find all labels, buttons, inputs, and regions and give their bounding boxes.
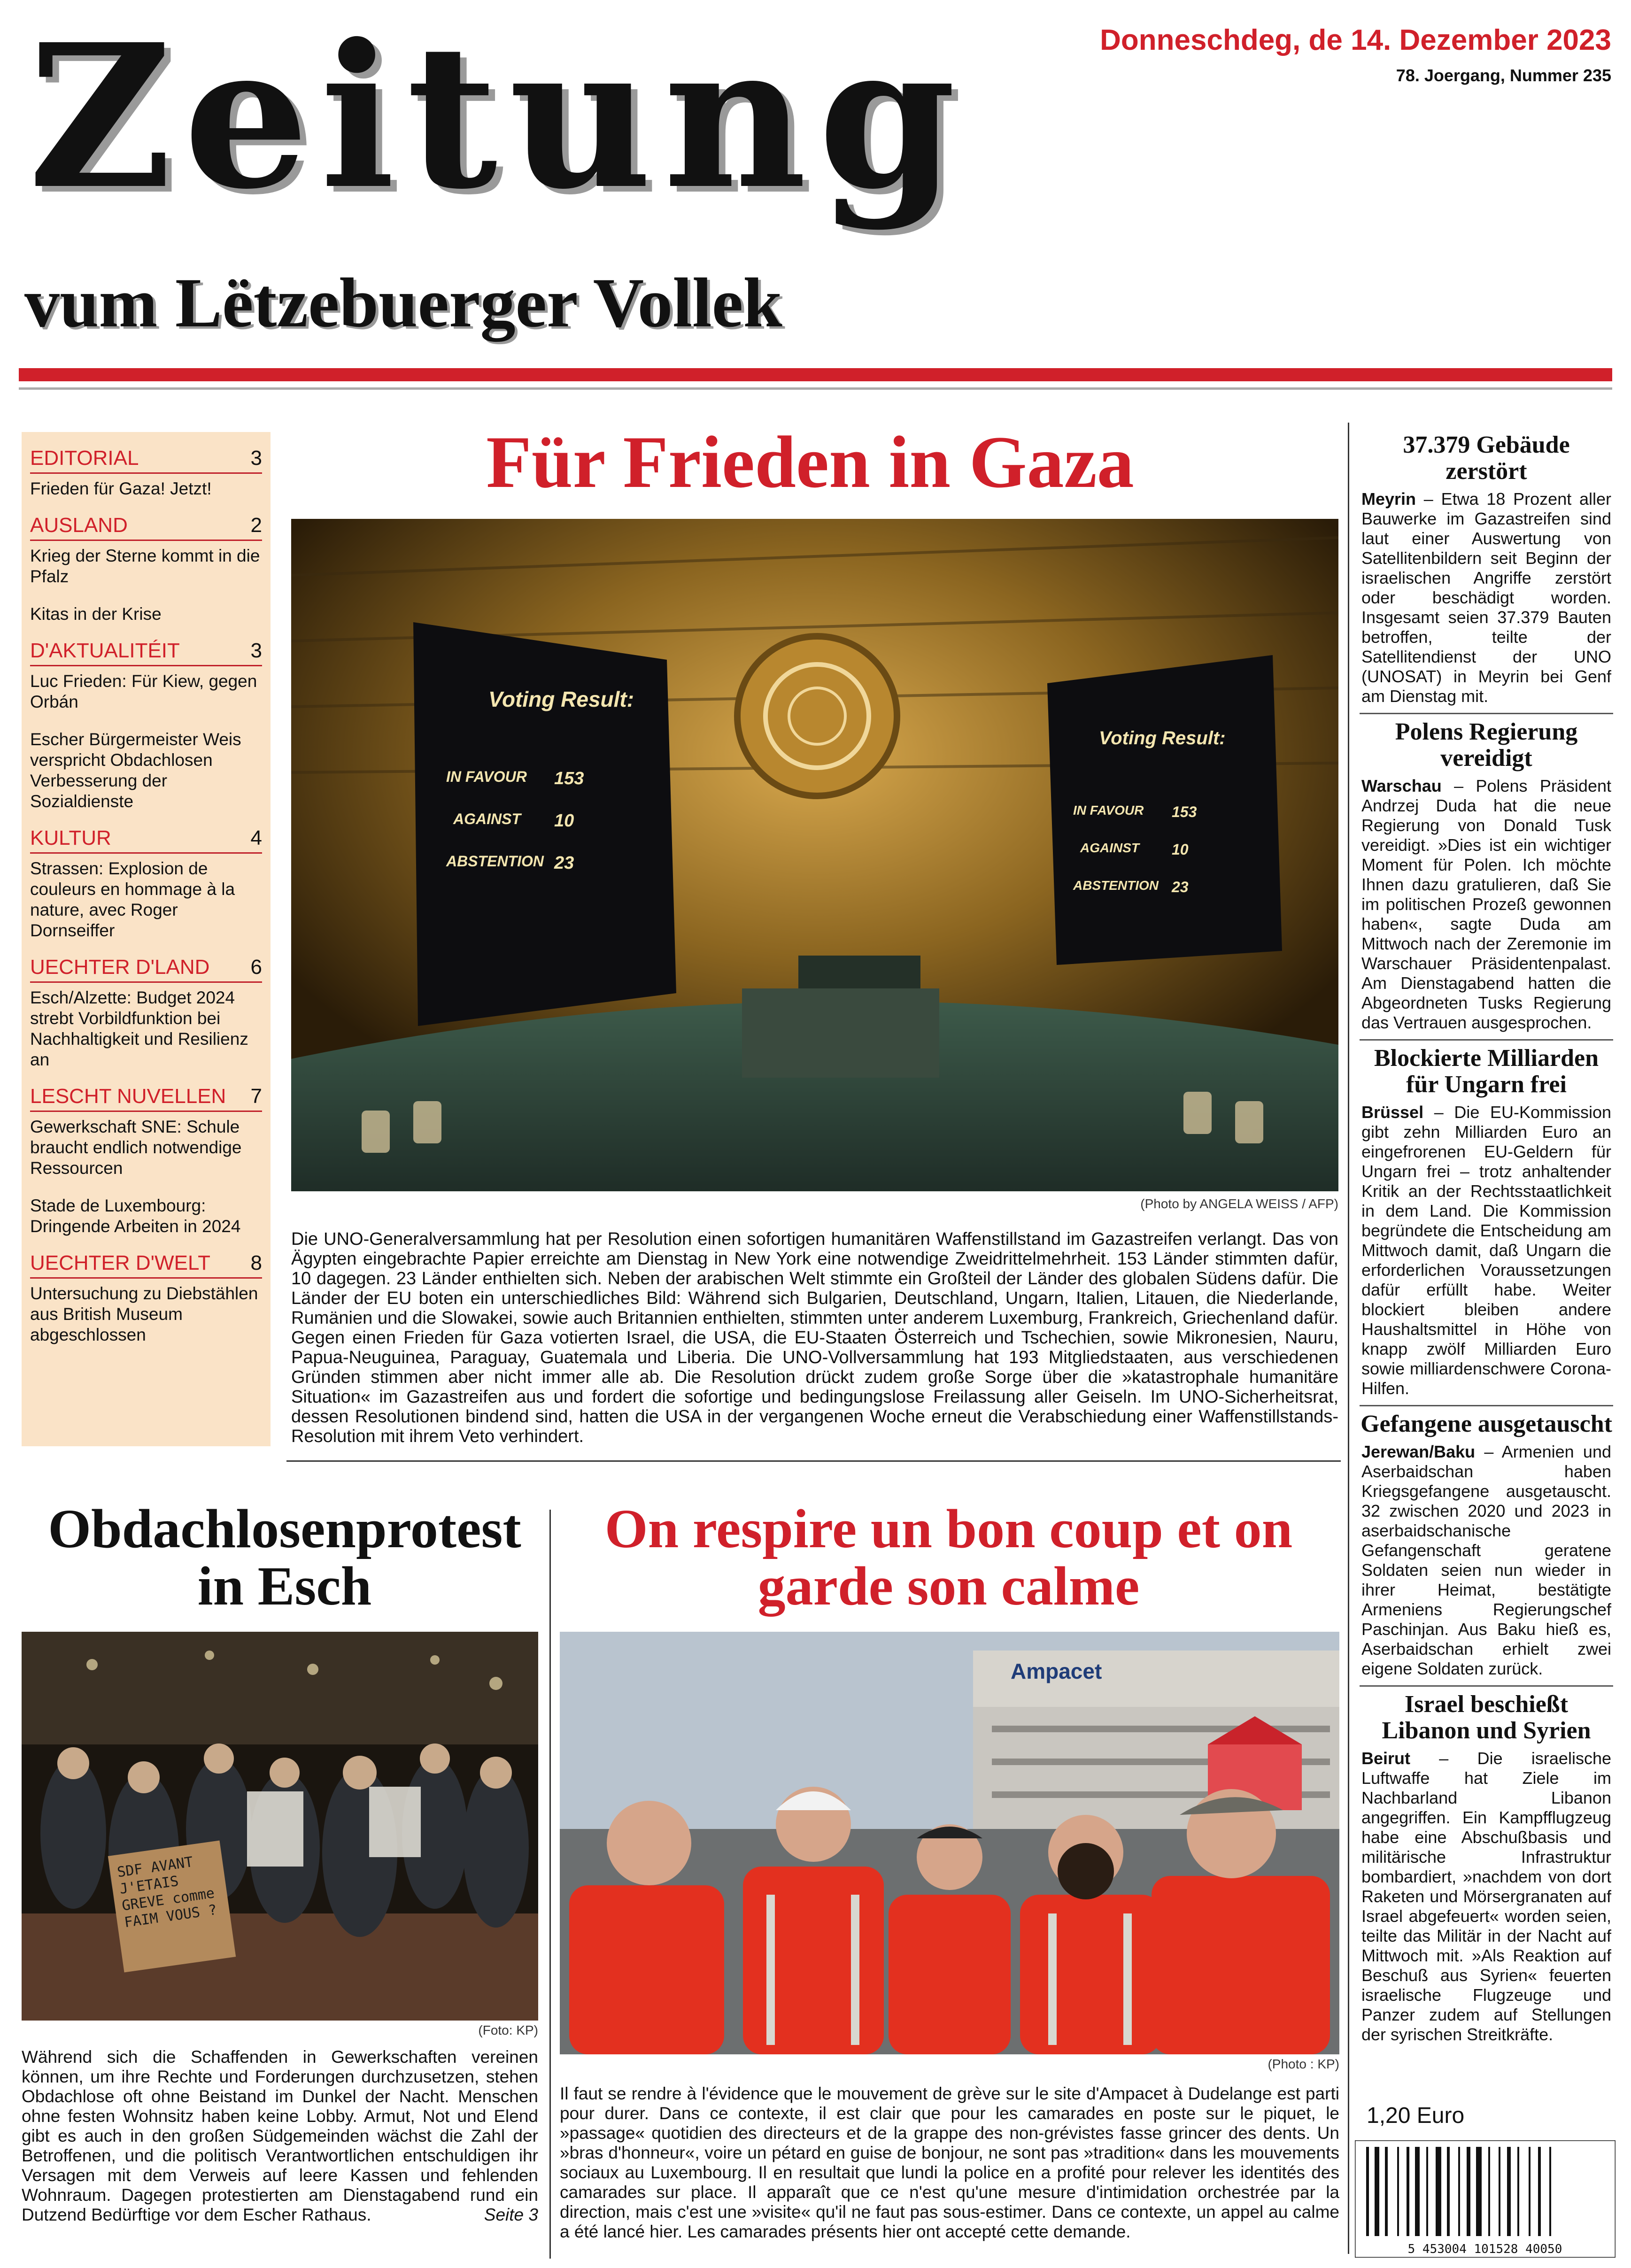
barcode-bar: [1517, 2147, 1519, 2236]
toc-section-title[interactable]: UECHTER D'LAND: [30, 956, 210, 979]
barcode-bar: [1467, 2147, 1470, 2236]
barcode-bar: [1499, 2147, 1500, 2236]
barcode-bar: [1476, 2147, 1482, 2236]
toc-page-number: 7: [250, 1085, 262, 1108]
toc-item[interactable]: Kitas in der Krise: [30, 604, 162, 624]
toc-section-uechter-dwelt[interactable]: [30, 1242, 262, 1345]
toc-page-number: 8: [250, 1251, 262, 1274]
masthead-subtitle: vum Lëtzebuerger Vollek: [24, 264, 782, 342]
toc-item[interactable]: Strassen: Explosion de couleurs en hommage à la nature, avec Roger Dornseiffer: [30, 859, 235, 940]
barcode-digits: 5 453004 101528 40050: [1407, 2242, 1562, 2256]
screen-right-title: Voting Result:: [1099, 728, 1226, 748]
masthead-title: Zeitung: [28, 1, 967, 233]
toc-section-editorial[interactable]: [30, 438, 262, 499]
screen-right-label-2: ABSTENTION: [1073, 878, 1159, 893]
toc-page-number: 4: [250, 826, 262, 849]
barcode-bar: [1447, 2147, 1450, 2236]
brief-body: – Die israelische Luftwaffe hat Ziele im Nachbarland Libanon angegriffen. Ein Kampfflugzeug habe eine Abschußbasis und militärische Infrastruktur bombardiert, »nachdem von dort Raketen und Mörsergranaten auf Israel abgefeuert« worden seien, teilte das Militär in der Nacht auf Mittwoch mit. »Als Reaktion auf Beschuß aus Syrien« feuerten israelische Flugzeuge und Panzer zudem auf Stellungen der syrischen Streitkräfte.: [1361, 1749, 1611, 2044]
toc-section-kultur[interactable]: [30, 818, 262, 941]
toc-section-title[interactable]: UECHTER D'WELT: [30, 1251, 211, 1274]
toc-page-number: 6: [250, 956, 262, 979]
toc-page-number: 2: [250, 514, 262, 537]
bottom-column-rule: [549, 1510, 551, 2259]
screen-right-value-2: 23: [1172, 879, 1189, 895]
barcode-bar: [1458, 2147, 1460, 2236]
screen-left-value-1: 10: [554, 811, 574, 831]
brief-text: [1360, 1442, 1613, 1679]
screen-left-label-0: IN FAVOUR: [446, 768, 527, 785]
brief-text: [1360, 1103, 1613, 1398]
toc-item[interactable]: Stade de Luxembourg: Dringende Arbeiten in 2024: [30, 1196, 241, 1236]
toc-section-title[interactable]: KULTUR: [30, 826, 111, 849]
screen-right-value-1: 10: [1172, 841, 1189, 858]
lead-photo-un-assembly: [291, 519, 1338, 1191]
barcode-bar: [1488, 2147, 1490, 2236]
screen-right-label-1: AGAINST: [1080, 841, 1139, 855]
barcode-bar: [1375, 2147, 1379, 2236]
brief-text: [1360, 776, 1613, 1033]
right-column-rule: [1348, 423, 1349, 2254]
toc-section-uechter-dland[interactable]: [30, 947, 262, 1070]
brief-israel-lebanon[interactable]: [1360, 1691, 1613, 2044]
barcode-bar: [1507, 2147, 1511, 2236]
brief-buildings-destroyed[interactable]: [1360, 432, 1613, 706]
brief-body: – Etwa 18 Prozent aller Bauwerke im Gazastreifen sind laut einer Auswertung von Satellitenbildern seit Beginn der israelischen Angriffe zerstört oder beschädigt worden. Insgesamt seien 37.379 Bauten betroffen, teilte der Satellitendienst der UNO (UNOSAT) in Meyrin bei Genf am Dienstag mit.: [1361, 489, 1611, 706]
story-left-body: [22, 2047, 538, 2225]
brief-place: Meyrin: [1361, 489, 1416, 509]
lead-bottom-rule: [286, 1460, 1341, 1462]
brief-body: – Polens Präsident Andrzej Duda hat die neue Regierung von Donald Tusk vereidigt. »Dies ist ein wichtiger Moment für Polen. Ich möchte Ihnen dazu gratulieren, daß Sie im politischen Prozeß gewonnen haben«, sagte Duda am Mittwoch nach der Zeremonie im Warschauer Präsidentenpalast. Am Dienstagabend hatten die Abgeordneten Tusks Regierung das Vertrauen ausgesprochen.: [1361, 776, 1611, 1032]
brief-hungary-funds[interactable]: [1360, 1045, 1613, 1398]
barcode-bar: [1549, 2147, 1551, 2236]
protest-sign-text: SDF AVANT J'ETAIS GREVE comme FAIM VOUS ?: [116, 1854, 218, 1931]
brief-divider: [1360, 713, 1613, 714]
issue-date: Donneschdeg, de 14. Dezember 2023: [1100, 24, 1611, 56]
brief-divider: [1360, 1039, 1613, 1041]
story-left-page-ref[interactable]: Seite 3: [484, 2205, 538, 2224]
toc-page-number: 3: [250, 447, 262, 470]
story-left-photo-credit: (Foto: KP): [478, 2023, 538, 2037]
story-left-photo-protest: [22, 1632, 538, 2021]
barcode-bar: [1436, 2147, 1441, 2236]
brief-headline[interactable]: Blockierte Milliarden für Ungarn frei: [1374, 1045, 1599, 1098]
barcode-bar: [1426, 2147, 1428, 2236]
toc-item[interactable]: Krieg der Sterne kommt in die Pfalz: [30, 546, 260, 586]
toc-item[interactable]: Esch/Alzette: Budget 2024 strebt Vorbildfunktion bei Nachhaltigkeit und Resilienz an: [30, 988, 248, 1069]
barcode-bar: [1529, 2147, 1531, 2236]
building-sign: Ampacet: [1011, 1659, 1102, 1683]
brief-headline[interactable]: Polens Regierung vereidigt: [1395, 718, 1578, 771]
news-briefs-column: [1360, 427, 1613, 2044]
brief-poland-government[interactable]: [1360, 719, 1613, 1033]
lead-photo-credit: (Photo by ANGELA WEISS / AFP): [1140, 1196, 1338, 1211]
screen-left-label-1: AGAINST: [453, 810, 521, 827]
barcode-bar: [1366, 2147, 1369, 2236]
barcode-bar: [1397, 2147, 1399, 2236]
toc-item[interactable]: Gewerkschaft SNE: Schule braucht endlich notwendige Ressourcen: [30, 1117, 242, 1178]
toc-section-title[interactable]: D'AKTUALITÉIT: [30, 639, 180, 662]
story-middle-body-text: Il faut se rendre à l'évidence que le mouvement de grève sur le site d'Ampacet à Dudelange est parti pour durer. Dans ce contexte, il est clair que pour les camarades en poste sur le piquet, le »passage« quotidien des directeurs et de la grappe des non-grévistes fasse grincer des dents. Un »bras d'honneur«, voire un pétard en guise de bonjour, ne sont pas »tradition« dans les mouvements sociaux au Luxembourg. Il en resultait que lundi la police en a profité pour relever les identités des camarades sur place. Il apparaît que ce n'est qu'une mesure d'intimidation orchestrée par la direction, mais c'est une »visite« qu'il ne faut pas sous-estimer. Dans ce contexte, un appel au calme a été lancé hier. Les camarades présents hier ont accepté cette demande.: [560, 2084, 1339, 2241]
masthead-grey-rule: [19, 387, 1612, 390]
toc-section-aktualiteit[interactable]: [30, 630, 262, 812]
brief-place: Jerewan/Baku: [1361, 1442, 1476, 1461]
cover-price: 1,20 Euro: [1367, 2103, 1465, 2128]
brief-text: [1360, 1749, 1613, 2044]
screen-left-value-0: 153: [554, 769, 584, 788]
screen-left-title: Voting Result:: [488, 687, 634, 711]
toc-item[interactable]: Escher Bürgermeister Weis verspricht Obdachlosen Verbesserung der Sozialdienste: [30, 730, 241, 811]
toc-section-title[interactable]: EDITORIAL: [30, 447, 139, 470]
barcode: [1355, 2140, 1616, 2258]
brief-place: Brüssel: [1361, 1103, 1424, 1122]
brief-text: [1360, 489, 1613, 706]
lead-body-text: Die UNO-Generalversammlung hat per Resolution einen sofortigen humanitären Waffenstillstand im Gazastreifen verlangt. Das von Ägypten eingebrachte Papier erreichte am Dienstag in New York eine notwendige Zweidrittelmehrheit. 153 Länder stimmten dafür, 10 dagegen. 23 Länder enthielten sich. Neben der arabischen Welt stimmte ein Großteil der Länder des globalen Südens dafür. Die Länder der EU boten ein unterschiedliches Bild: Während sich Bulgarien, Deutschland, Ungarn, Italien, Litauen, die Niederlande, Rumänien und die Slowakei, sowie auch Britannien enthielten, stimmten unter anderem Luxemburg, Frankreich, Griechenland dafür. Gegen einen Frieden für Gaza votierten Israel, die USA, die EU-Staaten Österreich und Tschechien, sowie Mikronesien, Nauru, Papua-Neuguinea, Paraguay, Guatemala und Liberia. Die UNO-Vollversammlung hat 193 Mitgliedstaaten, aus verschiedenen Gründen stimmen aber nicht immer alle ab. Die Resolution drückt zudem große Sorge über die »katastrophale humanitäre Situation« im Gazastreifen aus und fordert die sofortige und bedingungslose Freilassung aller Geiseln. Im UNO-Sicherheitsrat, dessen Resolutionen bindend sind, hatten die USA in der vergangenen Woche erneut die Verabschiedung einer Waffenstillstands-Resolution mit ihrem Veto verhindert.: [291, 1229, 1338, 1446]
toc-item[interactable]: Luc Frieden: Für Kiew, gegen Orbán: [30, 671, 257, 711]
lead-headline[interactable]: Für Frieden in Gaza: [486, 421, 1134, 503]
brief-headline[interactable]: Israel beschießt Libanon und Syrien: [1382, 1691, 1591, 1744]
barcode-bar: [1407, 2147, 1409, 2236]
toc-item[interactable]: Frieden für Gaza! Jetzt!: [30, 479, 212, 498]
masthead-red-rule: [19, 368, 1612, 381]
brief-place: Warschau: [1361, 776, 1442, 795]
barcode-bar: [1538, 2147, 1541, 2236]
screen-right-value-0: 153: [1172, 803, 1197, 820]
brief-body: – Die EU-Kommission gibt zehn Milliarden Euro an eingefrorenen EU-Geldern für Ungarn frei – trotz anhaltender Kritik an der Rechtsstaatlichkeit in dem Land. Die Kommission begründete die Entscheidung am Mittwoch damit, daß Ungarn die erforderlichen Voraussetzungen dafür erfüllt habe. Weiter blockiert bleiben andere Haushaltsmittel in Höhe von knapp zwölf Milliarden Euro sowie milliardenschwere Corona-Hilfen.: [1361, 1103, 1611, 1398]
story-middle-headline[interactable]: On respire un bon coup et on garde son calme: [604, 1498, 1293, 1617]
story-middle-photo-credit: (Photo : KP): [1268, 2057, 1339, 2071]
brief-divider: [1360, 1405, 1613, 1406]
toc-section-title[interactable]: LESCHT NUVELLEN: [30, 1085, 226, 1108]
toc-section-lescht-nuvellen[interactable]: [30, 1076, 262, 1237]
toc-section-title[interactable]: AUSLAND: [30, 514, 128, 537]
brief-headline[interactable]: Gefangene ausgetauscht: [1360, 1411, 1612, 1437]
brief-headline[interactable]: 37.379 Gebäude zerstört: [1403, 432, 1570, 485]
barcode-bar: [1415, 2147, 1420, 2236]
brief-body: – Armenien und Aserbaidschan haben Kriegsgefangene ausgetauscht. 32 zwischen 2020 und 2023 in aserbaidschanische Gefangenschaft geratene Soldaten seien nun wieder in ihrer Heimat, bestätigte Armeniens Regierungschef Paschinjan. Aus Baku hieß es, Aserbaidschan erhielt zwei eigene Soldaten zurück.: [1361, 1442, 1611, 1678]
story-middle-photo-strike: [560, 1632, 1339, 2054]
barcode-bar: [1385, 2147, 1388, 2236]
story-left-headline[interactable]: Obdachlosenprotest in Esch: [48, 1498, 521, 1617]
table-of-contents: [22, 432, 271, 1446]
brief-divider: [1360, 1685, 1613, 1687]
story-left-body-text: Während sich die Schaffenden in Gewerkschaften vereinen können, um ihre Rechte und Forderungen durchzusetzen, stehen Obdachlose oft ohne Beistand im Dunkel der Nacht. Menschen ohne festen Wohnsitz haben keine Lobby. Armut, Not und Elend gibt es auch in den großen Südgemeinden wächst die Zahl der Betroffenen, und die politisch Verantwortlichen entschuldigen ihr Versagen mit dem Verweis auf leere Kassen und fehlenden Wohnraum. Dagegen protestierten am Dienstagabend rund ein Dutzend Bedürftige vor dem Escher Rathaus.: [22, 2047, 538, 2224]
toc-item[interactable]: Untersuchung zu Diebstählen aus British Museum abgeschlossen: [30, 1284, 258, 1344]
toc-page-number: 3: [250, 639, 262, 662]
screen-left-value-2: 23: [554, 853, 574, 873]
toc-section-ausland[interactable]: [30, 505, 262, 625]
screen-right-label-0: IN FAVOUR: [1073, 803, 1144, 818]
brief-prisoner-exchange[interactable]: [1360, 1411, 1613, 1679]
screen-left-label-2: ABSTENTION: [446, 853, 544, 870]
issue-number: 78. Joergang, Nummer 235: [1396, 66, 1611, 85]
brief-place: Beirut: [1361, 1749, 1411, 1768]
